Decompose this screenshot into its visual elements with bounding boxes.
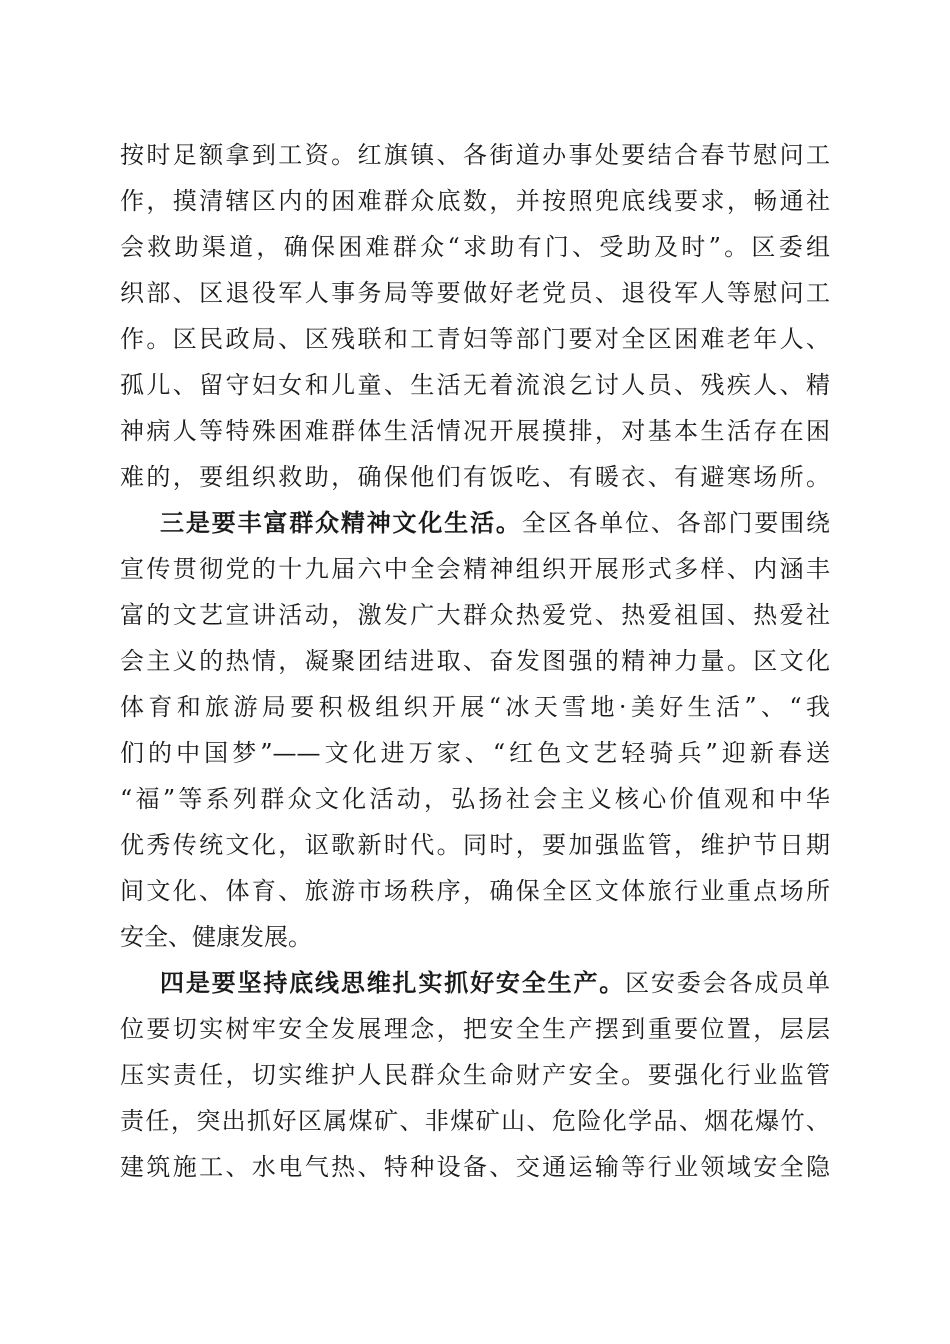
text-line: 建筑施工、水电气热、特种设备、交通运输等行业领域安全隐 [120, 1153, 830, 1181]
text-line: 按时足额拿到工资。红旗镇、各街道办事处要结合春节慰问工 [120, 141, 830, 169]
text-line: “福”等系列群众文化活动，弘扬社会主义核心价值观和中华 [120, 785, 830, 813]
text-line: 孤儿、留守妇女和儿童、生活无着流浪乞讨人员、残疾人、精 [120, 371, 830, 399]
text-line: 难的，要组织救助，确保他们有饭吃、有暖衣、有避寒场所。 [120, 463, 830, 491]
text-line: 会救助渠道，确保困难群众“求助有门、受助及时”。区委组 [120, 233, 830, 261]
text-line: 优秀传统文化，讴歌新时代。同时，要加强监管，维护节日期 [120, 831, 830, 859]
paragraph-first-line [160, 505, 830, 541]
paragraph-lead: 三是要丰富群众精神文化生活。 [160, 508, 522, 537]
paragraph-lead: 四是要坚持底线思维扎实抓好安全生产。 [160, 968, 626, 997]
text-line: 责任，突出抓好区属煤矿、非煤矿山、危险化学品、烟花爆竹、 [120, 1107, 830, 1135]
text-line: 压实责任，切实维护人民群众生命财产安全。要强化行业监管 [120, 1061, 830, 1089]
paragraph-first-line [160, 965, 830, 1001]
text-line: 位要切实树牢安全发展理念，把安全生产摆到重要位置，层层 [120, 1015, 830, 1043]
text-line: 富的文艺宣讲活动，激发广大群众热爱党、热爱祖国、热爱社 [120, 601, 830, 629]
paragraph-text: 全区各单位、各部门要围绕 [521, 509, 831, 537]
text-line: 安全、健康发展。 [120, 923, 312, 951]
text-line: 作，摸清辖区内的困难群众底数，并按照兜底线要求，畅通社 [120, 187, 830, 215]
text-line: 间文化、体育、旅游市场秩序，确保全区文体旅行业重点场所 [120, 877, 830, 905]
text-line: 会主义的热情，凝聚团结进取、奋发图强的精神力量。区文化 [120, 647, 830, 675]
text-line: 神病人等特殊困难群体生活情况开展摸排，对基本生活存在困 [120, 417, 830, 445]
text-line: 体育和旅游局要积极组织开展“冰天雪地·美好生活”、“我 [120, 693, 830, 721]
text-line: 宣传贯彻党的十九届六中全会精神组织开展形式多样、内涵丰 [120, 555, 830, 583]
text-line: 作。区民政局、区残联和工青妇等部门要对全区困难老年人、 [120, 325, 830, 353]
paragraph-text: 区安委会各成员单 [625, 969, 831, 997]
text-line: 们的中国梦”——文化进万家、“红色文艺轻骑兵”迎新春送 [120, 739, 830, 767]
text-line: 织部、区退役军人事务局等要做好老党员、退役军人等慰问工 [120, 279, 830, 307]
